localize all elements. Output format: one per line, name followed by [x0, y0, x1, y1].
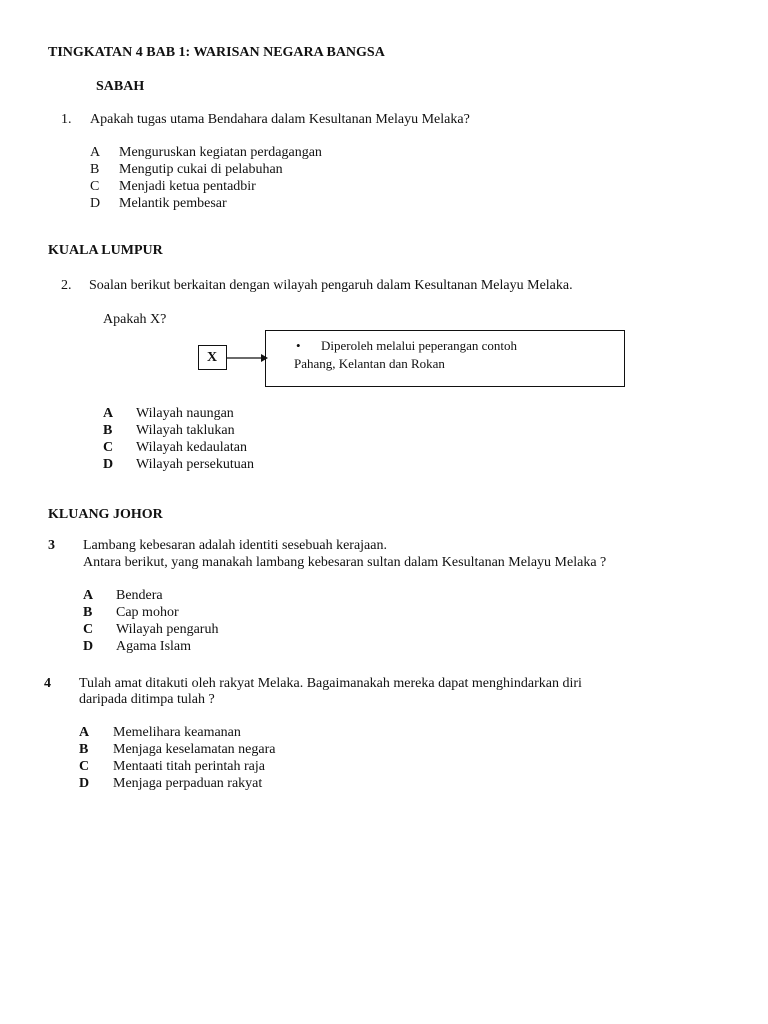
x-box: [198, 345, 227, 370]
info-box: [265, 330, 625, 387]
option-letter: D: [103, 457, 114, 472]
question-number: 2.: [61, 278, 72, 293]
option-letter: A: [83, 588, 94, 603]
question-prompt: Apakah X?: [103, 312, 167, 327]
info-box-line2: Pahang, Kelantan dan Rokan: [294, 356, 445, 371]
question-number: 3: [48, 538, 55, 553]
question-text: Apakah tugas utama Bendahara dalam Kesultanan Melayu Melaka?: [90, 112, 470, 127]
section-heading-sabah: SABAH: [96, 79, 145, 94]
option-letter: C: [90, 179, 100, 194]
document-title: TINGKATAN 4 BAB 1: WARISAN NEGARA BANGSA: [48, 45, 385, 60]
option-letter: D: [79, 776, 90, 791]
info-box-line1: Diperoleh melalui peperangan contoh: [321, 338, 518, 353]
option-letter: B: [90, 162, 100, 177]
question-number: 4: [44, 676, 51, 691]
question-text-line1: Lambang kebesaran adalah identiti sesebuah kerajaan.: [83, 538, 387, 553]
option-text: Menjaga perpaduan rakyat: [113, 776, 263, 791]
option-text: Wilayah pengaruh: [116, 622, 219, 637]
option-text: Cap mohor: [116, 605, 179, 620]
question-text-line2: Antara berikut, yang manakah lambang kebesaran sultan dalam Kesultanan Melayu Melaka ?: [83, 555, 607, 570]
option-text: Bendera: [116, 588, 163, 603]
option-text: Agama Islam: [116, 639, 192, 654]
option-letter: A: [79, 725, 90, 740]
question-text-line2: daripada ditimpa tulah ?: [79, 692, 215, 707]
x-label: X: [206, 350, 218, 365]
option-letter: C: [83, 622, 94, 637]
option-text: Menjadi ketua pentadbir: [119, 179, 256, 194]
question-text: Soalan berikut berkaitan dengan wilayah pengaruh dalam Kesultanan Melayu Melaka.: [89, 278, 573, 293]
option-text: Wilayah taklukan: [136, 423, 235, 438]
option-text: Mentaati titah perintah raja: [113, 759, 265, 774]
option-text: Mengutip cukai di pelabuhan: [119, 162, 283, 177]
bullet-icon: •: [296, 338, 301, 353]
option-letter: D: [83, 639, 94, 654]
option-letter: B: [83, 605, 93, 620]
question-text-line1: Tulah amat ditakuti oleh rakyat Melaka. Bagaimanakah mereka dapat menghindarkan diri: [79, 676, 582, 691]
option-text: Menguruskan kegiatan perdagangan: [119, 145, 322, 160]
option-text: Melantik pembesar: [119, 196, 227, 211]
option-letter: C: [79, 759, 90, 774]
arrow-right-icon: [227, 351, 269, 365]
option-text: Wilayah persekutuan: [136, 457, 255, 472]
option-letter: A: [90, 145, 101, 160]
option-letter: D: [90, 196, 101, 211]
section-heading-kluang-johor: KLUANG JOHOR: [48, 507, 163, 522]
question-number: 1.: [61, 112, 72, 127]
option-letter: A: [103, 406, 114, 421]
option-letter: B: [79, 742, 89, 757]
option-text: Wilayah kedaulatan: [136, 440, 247, 455]
section-heading-kuala-lumpur: KUALA LUMPUR: [48, 243, 163, 258]
option-text: Menjaga keselamatan negara: [113, 742, 276, 757]
option-letter: C: [103, 440, 114, 455]
option-text: Memelihara keamanan: [113, 725, 241, 740]
option-letter: B: [103, 423, 113, 438]
option-text: Wilayah naungan: [136, 406, 234, 421]
